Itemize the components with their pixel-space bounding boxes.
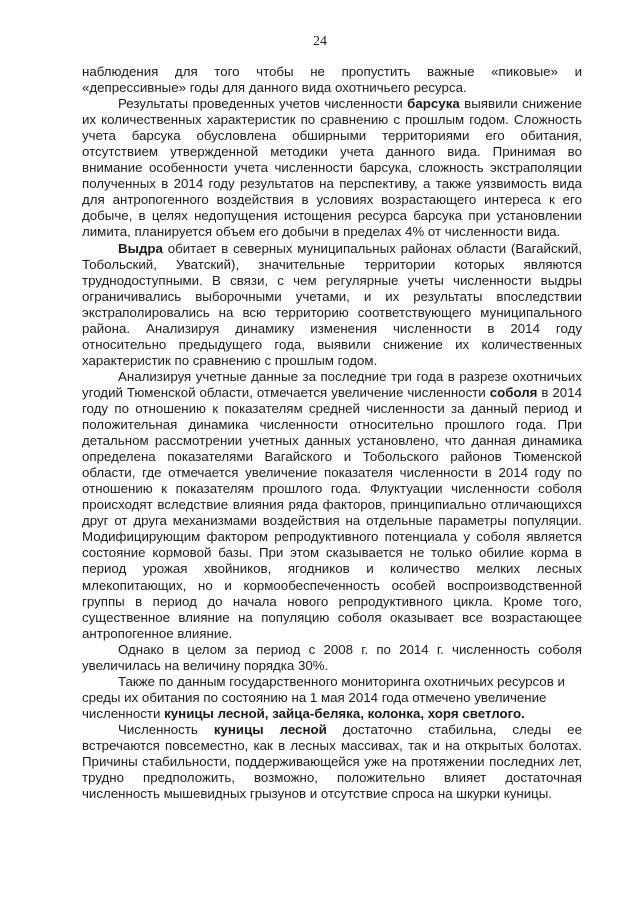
paragraph-marten	[82, 722, 582, 802]
text-run: Также по данным государственного мониторинга охотничьих ресурсов и среды их обитания по состоянию на 1 мая 2014 года отмечено увеличение численности	[82, 673, 565, 721]
paragraph-sable	[82, 369, 582, 642]
document-body	[82, 64, 582, 802]
text-run: Результаты проведенных учетов численности	[118, 96, 408, 112]
species-name-sable: соболя	[489, 384, 538, 400]
species-list: куницы лесной, зайца-беляка, колонка, хоря светлого.	[164, 705, 525, 721]
text-run: выявили снижение их количественных характеристик по сравнению с прошлым годом. Сложность учета барсука обусловлена обширными территориями его обитания, отсутствием утвержденной методики учета данного вида. Принимая во внимание особенности учета численности барсука, сложность экстраполяции полученных в 2014 году результатов на перспективу, а также уязвимость вида для антропогенного воздействия в условиях возрастающего интереса к его добыче, в целях недопущения истощения ресурса барсука при установлении лимита, планируется объем его добычи в пределах 4% от численности вида.	[82, 96, 582, 240]
species-name-badger: барсука	[407, 96, 460, 112]
species-name-otter: Выдра	[118, 240, 163, 256]
paragraph-otter	[82, 241, 582, 369]
paragraph-monitoring	[82, 674, 582, 722]
text-run: обитает в северных муниципальных районах области (Вагайский, Тобольский, Уватский), значительные территории которых являются труднодоступными. В связи, с чем регулярные учеты численности выдры ограничивались выборочными учетами, и их результаты впоследствии экстраполировались на всю территорию соответствующего муниципального района. Анализируя динамику изменения численности в 2014 году относительно предыдущего года, выявили снижение их количественных характеристик по сравнению с прошлым годом.	[82, 240, 582, 368]
text-run: Однако в целом за период с 2008 г. по 2014 г. численность соболя увеличилась на величину порядка 30%.	[82, 641, 582, 673]
text-run: Численность	[118, 721, 214, 737]
text-run: Анализируя учетные данные за последние три года в разрезе охотничьих угодий Тюменской области, отмечается увеличение численности	[82, 368, 582, 400]
page-number: 24	[313, 34, 327, 49]
paragraph-sable-trend	[82, 642, 582, 674]
paragraph-hunting-observation	[82, 64, 582, 96]
text-run: в 2014 году по отношению к показателям средней численности за данный период и положительная динамика численности относительно прошлого года. При детальном рассмотрении учетных данных установлено, что данная динамика определена показателями Вагайского и Тобольского районов Тюменской области, где отмечается увеличение показателя численности в 2014 году по отношению к показателям прошлого года. Флуктуации численности соболя происходят вследствие влияния ряда факторов, принципиально отличающихся друг от друга механизмами воздействия на отдельные параметры популяции. Модифицирующим фактором репродуктивного потенциала у соболя является состояние кормовой базы. При этом сказывается не только обилие корма в период урожая хвойников, ягодников и количество мелких лесных млекопитающих, но и кормообеспеченность особей воспроизводственной группы в период до начала нового репродуктивного цикла. Кроме того, существенное влияние на популяцию соболя оказывает все возрастающее антропогенное влияние.	[82, 384, 582, 641]
text-run: наблюдения для того чтобы не пропустить важные «пиковые» и «депрессивные» годы для данного вида охотничьего ресурса.	[82, 64, 582, 96]
species-name-marten: куницы лесной	[213, 721, 327, 737]
paragraph-badger	[82, 96, 582, 240]
text-run: достаточно стабильна, следы ее встречаются повсеместно, как в лесных массивах, так и на открытых болотах. Причины стабильности, поддерживающейся уже на протяжении последних лет, трудно предположить, возможно, положительно влияет достаточная численность мышевидных грызунов и отсутствие спроса на шкурки куницы.	[82, 721, 582, 802]
